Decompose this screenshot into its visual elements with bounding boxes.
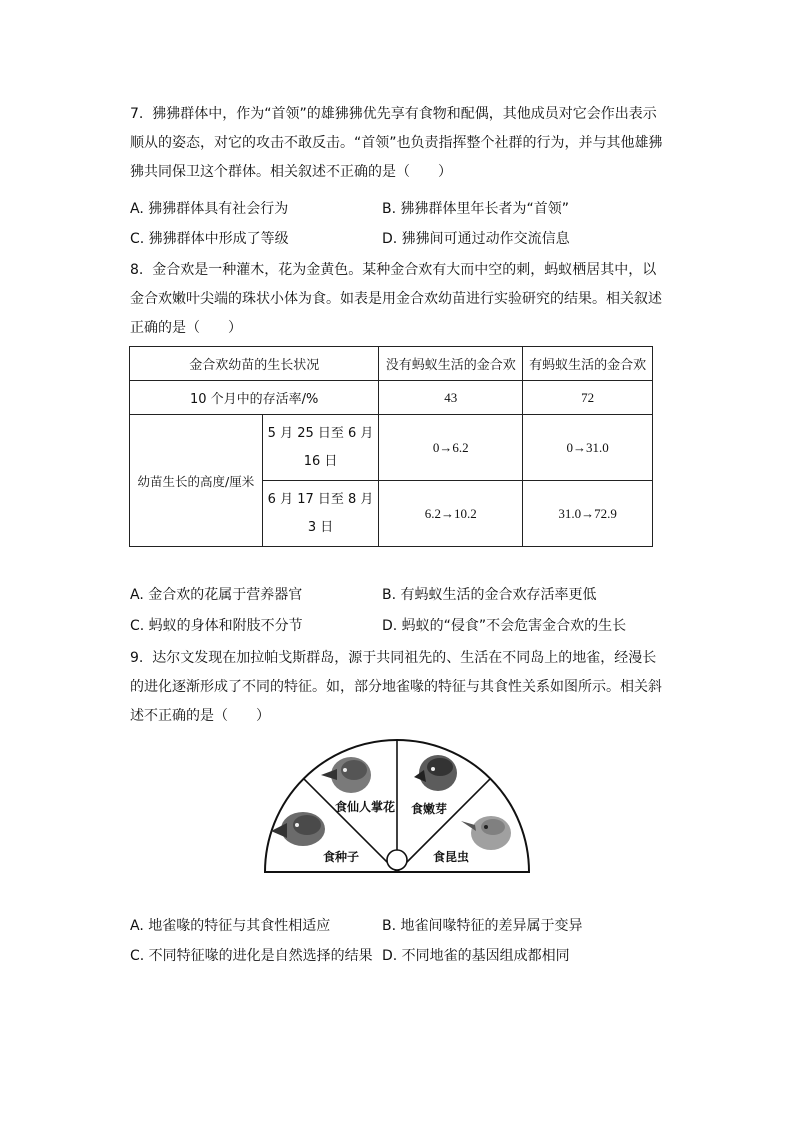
table-row-height-label: 幼苗生长的高度/厘米 [130,415,263,547]
question-number: 8. [130,262,144,278]
question-text: 达尔文发现在加拉帕戈斯群岛，源于共同祖先的、生活在不同岛上的地雀，经漫长的进化逐渐形成了不同的特征。如，部分地雀喙的特征与其食性关系如图所示。相关斜述不正确的是（ ） [130,650,662,724]
option-a: A. 金合欢的花属于营养器官 [130,587,303,603]
question-number: 9. [130,650,144,666]
table-period-1: 5 月 25 日至 6 月 16 日 [262,415,379,481]
table-cell: 0→6.2 [379,415,523,481]
center-circle [387,850,407,870]
question-text: 金合欢是一种灌木，花为金黄色。某种金合欢有大而中空的刺，蚂蚁栖居其中，以金合欢嫩叶尖端的珠状小体为食。如表是用金合欢幼苗进行实验研究的结果。相关叙述正确的是（ ） [130,262,662,336]
table-period-2: 6 月 17 日至 8 月 3 日 [262,481,379,547]
table-header-condition: 金合欢幼苗的生长状况 [130,347,379,381]
option-d: D. 蚂蚁的“侵食”不会危害金合欢的生长 [382,618,627,634]
question-7 [130,100,664,187]
results-table [129,346,653,547]
label-buds: 食嫩芽 [411,802,448,816]
table-cell: 6.2→10.2 [379,481,523,547]
question-8 [130,256,664,343]
option-b: B. 有蚂蚁生活的金合欢存活率更低 [382,587,597,603]
finch-beak-figure [263,737,531,875]
table-cell: 31.0→72.9 [523,481,653,547]
option-b: B. 狒狒群体里年长者为“首领” [382,201,570,217]
label-seeds: 食种子 [323,850,360,864]
option-d: D. 不同地雀的基因组成都相同 [382,948,570,964]
option-c: C. 狒狒群体中形成了等级 [130,231,289,247]
question-9 [130,644,664,731]
table-header-no-ants: 没有蚂蚁生活的金合欢 [379,347,523,381]
table-cell: 0→31.0 [523,415,653,481]
option-c: C. 蚂蚁的身体和附肢不分节 [130,618,303,634]
question-text: 狒狒群体中，作为“首领”的雄狒狒优先享有食物和配偶，其他成员对它会作出表示顺从的姿态，对它的攻击不敢反击。“首领”也负责指挥整个社群的行为，并与其他雄狒狒共同保卫这个群体。相关叙述不正确的是（ ） [130,106,663,180]
option-a: A. 地雀喙的特征与其食性相适应 [130,918,331,934]
table-cell: 72 [523,381,653,415]
option-b: B. 地雀间喙特征的差异属于变异 [382,918,583,934]
option-d: D. 狒狒间可通过动作交流信息 [382,231,570,247]
option-a: A. 狒狒群体具有社会行为 [130,201,289,217]
question-number: 7. [130,106,144,122]
table-header-with-ants: 有蚂蚁生活的金合欢 [523,347,653,381]
finch-diagram [263,737,531,875]
label-cactus: 食仙人掌花 [335,800,396,814]
label-insects: 食昆虫 [433,850,470,864]
option-c: C. 不同特征喙的进化是自然选择的结果 [130,948,373,964]
table-row-survival-label: 10 个月中的存活率/% [130,381,379,415]
table-cell: 43 [379,381,523,415]
